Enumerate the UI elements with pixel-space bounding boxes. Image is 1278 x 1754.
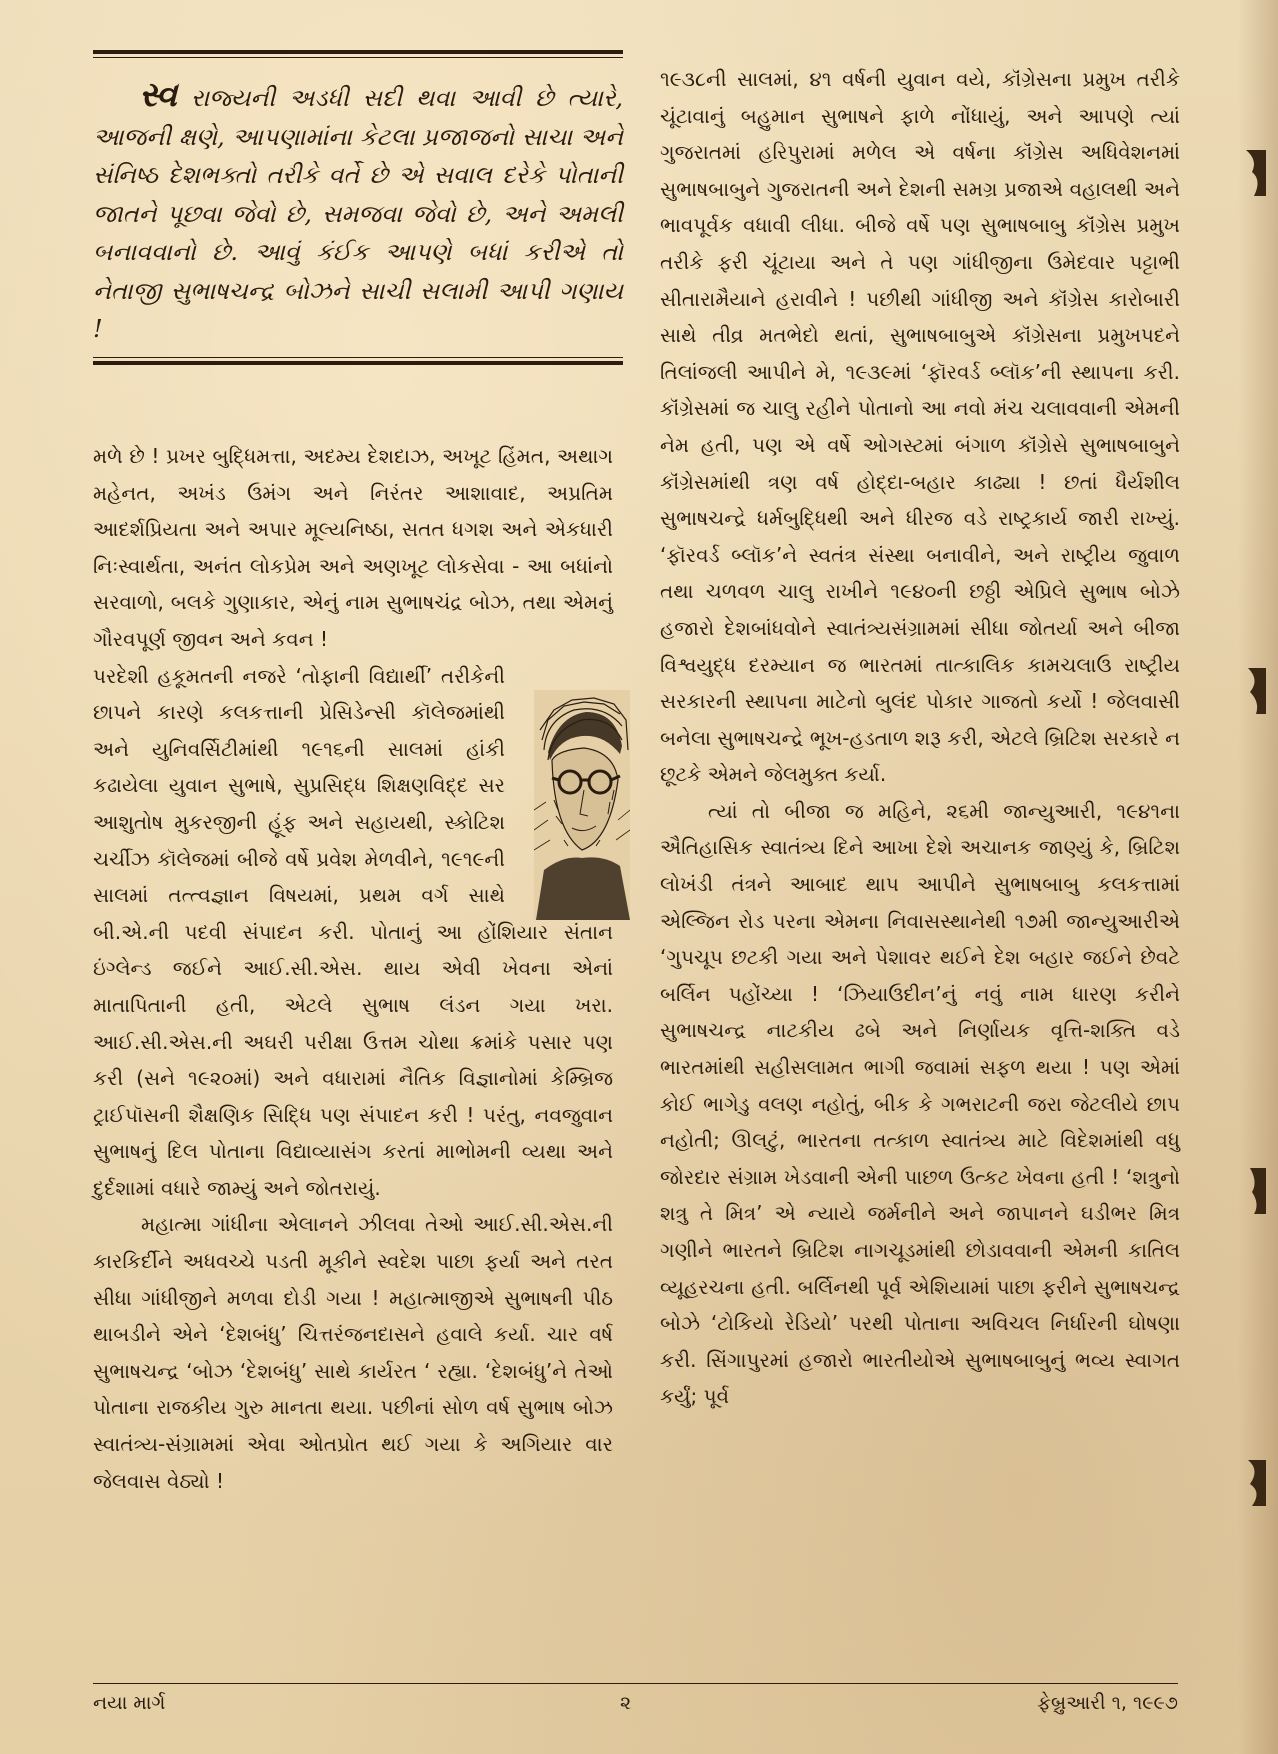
left-paragraph-3: મહાત્મા ગાંધીના એલાનને ઝીલવા તેઓ આઈ.સી.એસ.ની કારકિર્દીને અધવચ્ચે પડતી મૂકીને સ્વદેશ પાછા ફર્યા અને તરત સીધા ગાંધીજીને મળવા દોડી ગયા ! મહાત્માજીએ સુભાષની પીઠ થાબડીને એને ‘દેશબંધુ’ ચિત્તરંજનદાસને હવાલે કર્યા. ચાર વર્ષ સુભાષચન્દ્ર ‘બોઝ ‘દેશબંધુ’ સાથે કાર્યરત ‘ રહ્યા. ‘દેશબંધુ’ને તેઓ પોતાના રાજકીય ગુરુ માનતા થયા. પછીનાં સોળ વર્ષ સુભાષ બોઝ સ્વાતંત્ર્ય-સંગ્રામમાં એવા ઓતપ્રોત થઈ ગયા કે અગિયાર વાર જેલવાસ વેઠ્યો !: [93, 1212, 613, 1493]
intro-first-word: સ્વ: [139, 75, 178, 115]
right-column: [660, 61, 1180, 1415]
portrait-sketch-icon: [534, 690, 630, 920]
left-column: [93, 438, 613, 1499]
footer-date: ફેબ્રુઆરી ૧, ૧૯૯૭: [1037, 1692, 1178, 1714]
intro-box: [93, 50, 623, 365]
right-paragraph-2: ત્યાં તો બીજા જ મહિને, ૨૬મી જાન્યુઆરી, ૧૯૪૧ના ઐતિહાસિક સ્વાતંત્ર્ય દિને આખા દેશે અચાનક જાણ્યું કે, બ્રિટિશ લોખંડી તંત્રને આબાદ થાપ આપીને સુભાષબાબુ કલકત્તામાં એલ્જિન રોડ પરના એમના નિવાસસ્થાનેથી ૧૭મી જાન્યુઆરીએ ‘ગુપચૂપ છટકી ગયા અને પેશાવર થઈને દેશ બહાર જઈને છેવટે બર્લિન પહોંચ્યા ! ‘ઝિયાઉદીન’નું નવું નામ ધારણ કરીને સુભાષચન્દ્ર નાટકીય ઢબે અને નિર્ણાયક વૃત્તિ-શક્તિ વડે ભારતમાંથી સહીસલામત ભાગી જવામાં સફળ થયા ! પણ એમાં કોઈ ભાગેડુ વલણ નહોતું, બીક કે ગભરાટની જરા જેટલીયે છાપ નહોતી; ઊલટું, ભારતના તત્કાળ સ્વાતંત્ર્ય માટે વિદેશમાંથી વધુ જોરદાર સંગ્રામ ખેડવાની એની પાછળ ઉત્કટ ખેવના હતી ! ‘શત્રુનો શત્રુ તે મિત્ર’ એ ન્યાયે જર્મનીને અને જાપાનને ઘડીભર મિત્ર ગણીને ભારતને બ્રિટિશ નાગચૂડમાંથી છોડાવવાની એમની કાતિલ વ્યૂહરચના હતી. બર્લિનથી પૂર્વ એશિયામાં પાછા ફરીને સુભાષચન્દ્ર બોઝે ‘ટોકિયો રેડિયો’ પરથી પોતાના અવિચલ નિર્ધારની ઘોષણા કરી. સિંગાપુરમાં હજારો ભારતીયોએ સુભાષબાબુનું ભવ્ય સ્વાગત કર્યું; પૂર્વ: [660, 798, 1180, 1409]
footer-rule: [93, 1683, 1178, 1684]
intro-body: રાજ્યની અડધી સદી થવા આવી છે ત્યારે, આજની ક્ષણે, આપણામાંના કેટલા પ્રજાજનો સાચા અને સંનિષ્ઠ દેશભક્તો તરીકે વર્તે છે એ સવાલ દરેકે પોતાની જાતને પૂછવા જેવો છે, સમજવા જેવો છે, અને અમલી બનાવવાનો છે. આવું કંઈક આપણે બધાં કરીએ તો નેતાજી સુભાષચન્દ્ર બોઝને સાચી સલામી આપી ગણાય !: [93, 84, 623, 343]
intro-bottom-rule: [93, 357, 623, 365]
right-paragraph-1: [660, 61, 1180, 793]
footer-page-number: ૨: [620, 1692, 632, 1714]
page-tear-icon: [1244, 150, 1266, 196]
intro-text: [93, 76, 623, 349]
left-paragraph-2: પરદેશી હકૂમતની નજરે ‘તોફાની વિદ્યાર્થી’ તરીકેની છાપને કારણે કલકત્તાની પ્રેસિડેન્સી કૉલેજમાંથી અને યુનિવર્સિટીમાંથી ૧૯૧૬ની સાલમાં હાંકી કઢાયેલા યુવાન સુભાષે, સુપ્રસિદ્ધ શિક્ષણવિદ્દ સર આશુતોષ મુકરજીની હૂંફ અને સહાયથી, સ્કોટિશ ચર્ચીઝ કૉલેજમાં બીજે વર્ષે પ્રવેશ મેળવીને, ૧૯૧૯ની સાલમાં તત્ત્વજ્ઞાન વિષયમાં, પ્રથમ વર્ગ સાથે બી.એ.ની પદવી સંપાદન કરી. પોતાનું આ હોંશિયાર સંતાન ઇંગ્લેન્ડ જઈને આઈ.સી.એસ. થાય એવી ખેવના એનાં માતાપિતાની હતી, એટલે સુભાષ લંડન ગયા ખરા. આઈ.સી.એસ.ની અઘરી પરીક્ષા ઉત્તમ ચોથા ક્રમાંકે પસાર પણ કરી (સને ૧૯૨૦માં) અને વધારામાં નૈતિક વિજ્ઞાનોમાં કેમ્બ્રિજ ટ્રાઈપૉસની શૈક્ષણિક સિદ્ધિ પણ સંપાદન કરી ! પરંતુ, નવજુવાન સુભાષનું દિલ પોતાના વિદ્યાવ્યાસંગ કરતાં માભોમની વ્યથા અને દુર્દશામાં વધારે જામ્યું અને જોતરાયું.: [93, 663, 613, 1200]
right-paragraph-1-text: ૧૯૩૮ની સાલમાં, ૪૧ વર્ષની યુવાન વયે, કૉંગ્રેસના પ્રમુખ તરીકે ચૂંટાવાનું બહુમાન સુભાષને ફાળે નોંધાયું, અને આપણે ત્યાં ગુજરાતમાં હરિપુરામાં મળેલ એ વર્ષના કૉંગ્રેસ અધિવેશનમાં સુભાષબાબુને ગુજરાતની અને દેશની સમગ્ર પ્રજાએ વહાલથી અને ભાવપૂર્વક વધાવી લીધા. બીજે વર્ષે પણ સુભાષબાબુ કૉંગ્રેસ પ્રમુખ તરીકે ફરી ચૂંટાયા અને તે પણ ગાંધીજીના ઉમેદવાર પટ્ટાભી સીતારામૈયાને હરાવીને ! પછીથી ગાંધીજી અને કૉંગ્રેસ કારોબારી સાથે તીવ્ર મતભેદો થતાં, સુભાષબાબુએ કૉંગ્રેસના પ્રમુખપદને તિલાંજલી આપીને મે, ૧૯૩૯માં ‘ફૉરવર્ડ બ્લૉક’ની સ્થાપના કરી. કૉંગ્રેસમાં જ ચાલુ રહીને પોતાનો આ નવો મંચ ચલાવવાની એમની નેમ હતી, પણ એ વર્ષે ઓગસ્ટમાં બંગાળ કૉંગ્રેસે સુભાષબાબુને કૉંગ્રેસમાંથી ત્રણ વર્ષ હોદ્દા-બહાર કાઢ્યા ! છતાં ધૈર્યશીલ સુભાષચન્દ્રે ધર્મબુદ્ધિથી અને ધીરજ વડે રાષ્ટ્રકાર્ય જારી રાખ્યું. ‘ફૉરવર્ડ બ્લૉક’ને સ્વતંત્ર સંસ્થા બનાવીને, અને રાષ્ટ્રીય જુવાળ તથા ચળવળ ચાલુ રાખીને ૧૯૪૦ની છઠ્ઠી એપ્રિલે સુભાષ બોઝે હજારો દેશબાંધવોને સ્વાતંત્ર્યસંગ્રામમાં સીધા જોતર્યા અને બીજા વિશ્વયુદ્ધ દરમ્યાન જ ભારતમાં તાત્કાલિક કામચલાઉ રાષ્ટ્રીય સરકારની સ્થાપના માટેનો બુલંદ પોકાર ગાજતો કર્યો ! જેલવાસી બનેલા સુભાષચન્દ્રે ભૂખ-હડતાળ શરૂ કરી, એટલે બ્રિટિશ સરકારે ન છૂટકે એમને જેલમુક્ત કર્યા.: [660, 67, 1180, 787]
page-tear-icon: [1244, 1168, 1266, 1214]
intro-top-rule: [93, 50, 623, 58]
page-tear-icon: [1244, 668, 1266, 714]
footer-publication: નયા માર્ગ: [93, 1692, 166, 1714]
left-paragraph-1: મળે છે ! પ્રખર બુદ્ધિમત્તા, અદમ્ય દેશદાઝ, અખૂટ હિંમત, અથાગ મહેનત, અખંડ ઉમંગ અને નિરંતર આશાવાદ, અપ્રતિમ આદર્શપ્રિયતા અને અપાર મૂલ્યનિષ્ઠા, સતત ધગશ અને એકધારી નિઃસ્વાર્થતા, અનંત લોકપ્રેમ અને અણખૂટ લોકસેવા - આ બધાંનો સરવાળો, બલકે ગુણાકાર, એનું નામ સુભાષચંદ્ર બોઝ, તથા એમનું ગૌરવપૂર્ણ જીવન અને કવન !: [93, 444, 613, 651]
page-tear-icon: [1244, 1460, 1266, 1506]
